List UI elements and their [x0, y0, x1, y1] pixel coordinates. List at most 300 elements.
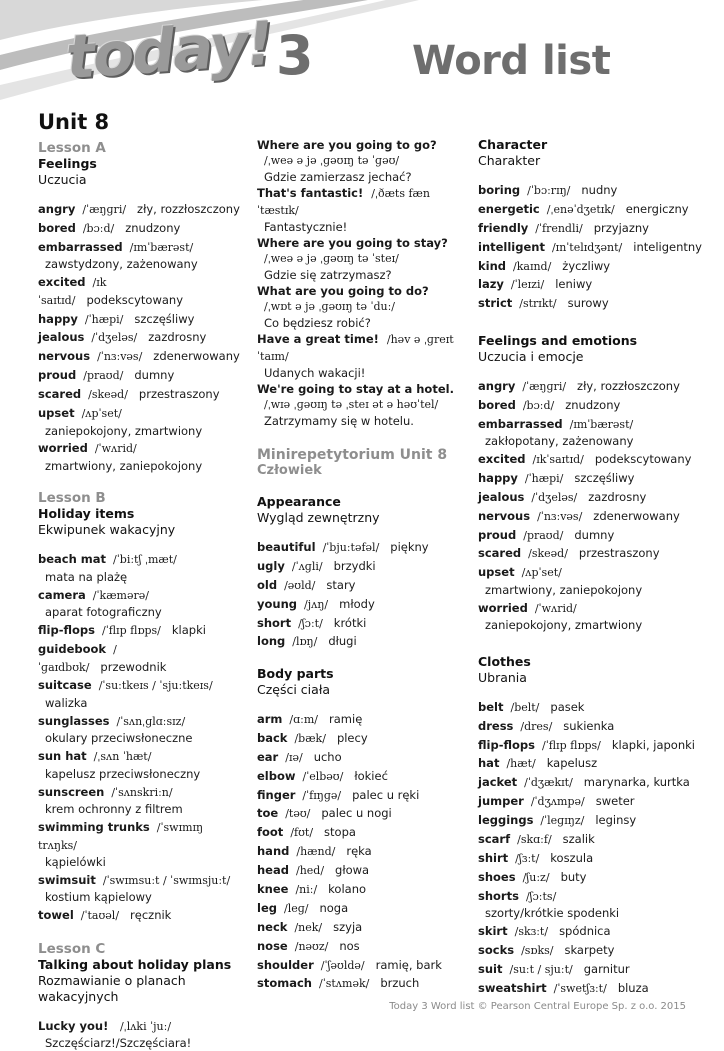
polish-translation: życzliwy: [562, 258, 611, 273]
polish-translation: plecy: [336, 730, 368, 745]
ipa-transcription: /ˌenəˈdʒetɪk/: [546, 202, 615, 216]
polish-translation: ramię, bark: [375, 957, 442, 972]
column-2: [257, 137, 467, 994]
polish-translation: ramię: [329, 711, 363, 726]
polish-translation: zdenerwowany: [593, 508, 680, 523]
word-entry: [38, 386, 243, 404]
word-entry: [38, 329, 243, 347]
word-entry: [478, 470, 703, 488]
ipa-transcription: /lɒŋ/: [292, 635, 318, 649]
english-word: happy: [38, 311, 78, 326]
ipa-transcription: /jʌŋ/: [304, 597, 329, 611]
polish-translation: kąpielówki: [45, 855, 106, 870]
english-word: jealous: [38, 330, 85, 345]
english-word: scared: [478, 546, 522, 561]
body-parts-translation: Części ciała: [257, 681, 331, 697]
phrase-text: Where are you going to go?: [257, 138, 437, 152]
polish-translation: brzydki: [333, 558, 376, 573]
english-word: excited: [38, 275, 86, 290]
polish-translation: nos: [339, 938, 360, 953]
word-entry: [257, 975, 467, 993]
phrase-ipa: /ˌðæts fænˈtæstɪk/: [257, 187, 430, 217]
polish-translation: zły, rozzłoszczony: [137, 202, 240, 216]
ipa-transcription: /nek/: [294, 920, 323, 934]
polish-translation: kapelusz przeciwsłoneczny: [45, 766, 201, 781]
word-entry: [478, 755, 703, 773]
english-word: sunscreen: [38, 784, 105, 799]
ipa-transcription: /ˈæŋɡri/: [522, 379, 567, 393]
phrase-entry: [257, 331, 467, 381]
polish-translation: leginsy: [595, 813, 637, 828]
ipa-transcription: /ˈswɪmsuːt / ˈswɪmsjuːt/: [102, 873, 231, 887]
word-entry: [257, 596, 467, 614]
polish-translation: szalik: [562, 831, 595, 846]
phrase-entry: [257, 137, 467, 185]
ipa-transcription: /strɪkt/: [519, 297, 557, 311]
ipa-transcription: /sɒks/: [521, 943, 554, 957]
phrase-ipa: /ˌlʌki ˈjuː/: [119, 1019, 172, 1033]
ipa-transcription: /niː/: [295, 882, 318, 896]
polish-translation: kostium kąpielowy: [45, 890, 152, 905]
ipa-transcription: /ˈhæpi/: [84, 312, 124, 326]
english-word: skirt: [478, 924, 508, 939]
polish-translation: łokieć: [354, 768, 388, 783]
lesson-a-word-list: [38, 201, 243, 474]
english-word: proud: [478, 527, 517, 542]
polish-translation: noga: [319, 900, 349, 915]
english-word: angry: [478, 378, 516, 393]
word-entry: [257, 615, 467, 633]
polish-translation: koszula: [550, 850, 594, 865]
polish-translation: ręcznik: [130, 908, 172, 923]
word-entry: [257, 749, 467, 767]
word-entry: [478, 258, 703, 276]
polish-translation: pasek: [550, 699, 585, 714]
english-word: upset: [478, 565, 515, 580]
ipa-transcription: /bɔːd/: [82, 221, 115, 235]
phrase-text: That's fantastic!: [257, 186, 364, 200]
polish-translation: palec u nogi: [321, 806, 392, 821]
english-word: jumper: [478, 794, 524, 809]
word-entry: [38, 819, 243, 871]
english-word: arm: [257, 711, 283, 726]
ipa-transcription: /ʌpˈset/: [521, 566, 562, 580]
phrase-translation: Fantastycznie!: [264, 220, 348, 234]
english-word: beach mat: [38, 552, 107, 567]
ipa-transcription: /hænd/: [296, 845, 336, 859]
clothes-translation: Ubrania: [478, 669, 527, 685]
english-word: proud: [38, 368, 77, 383]
lesson-b-word-list: [38, 551, 243, 924]
word-entry: [257, 730, 467, 748]
word-entry: [38, 587, 243, 621]
word-entry: [478, 378, 703, 396]
english-word: sunglasses: [38, 713, 110, 728]
english-word: hand: [257, 844, 290, 859]
word-entry: [478, 564, 703, 598]
word-entry: [257, 768, 467, 786]
word-entry: [478, 737, 703, 755]
ipa-transcription: /ˈdʒeləs/: [531, 490, 578, 504]
unit-title: Unit 8: [38, 110, 110, 134]
word-entry: [478, 831, 703, 849]
english-word: ugly: [257, 558, 285, 573]
lesson-a-label: Lesson A: [38, 140, 106, 156]
body-parts-title: Body parts: [257, 665, 334, 681]
polish-translation: klapki: [171, 623, 206, 638]
english-word: worried: [38, 441, 88, 456]
phrase-text: We're going to stay at a hotel.: [257, 382, 454, 396]
english-word: embarrassed: [478, 416, 563, 431]
english-word: excited: [478, 452, 526, 467]
english-word: shoes: [478, 869, 516, 884]
word-entry: [38, 367, 243, 385]
word-entry: [38, 622, 243, 640]
polish-translation: zdenerwowany: [153, 349, 240, 364]
polish-translation: dumny: [134, 368, 175, 383]
english-word: boring: [478, 183, 521, 197]
ipa-transcription: /ˈæŋɡri/: [82, 203, 127, 216]
polish-translation: ucho: [313, 749, 342, 764]
word-entry: [478, 850, 703, 868]
ipa-transcription: /kaɪnd/: [513, 259, 552, 273]
lesson-b-label: Lesson B: [38, 490, 106, 507]
word-entry: [478, 980, 703, 998]
body-parts-word-list: [257, 711, 467, 993]
polish-translation: sweter: [595, 794, 635, 809]
english-word: suit: [478, 961, 503, 976]
english-word: shoulder: [257, 957, 314, 972]
ipa-transcription: /ɪə/: [285, 750, 303, 764]
word-entry: [257, 881, 467, 899]
word-entry: [478, 489, 703, 507]
word-entry: [257, 843, 467, 861]
polish-translation: krótki: [333, 615, 367, 630]
ipa-transcription: /ˈsuːtkeɪs / ˈsjuːtkeɪs/: [98, 679, 213, 693]
polish-translation: zaniepokojony, zmartwiony: [485, 618, 643, 633]
english-word: towel: [38, 908, 74, 923]
feelings-word-list: [478, 378, 703, 634]
ipa-transcription: /əʊld/: [284, 578, 316, 592]
ipa-transcription: /ˈwʌrid/: [534, 601, 577, 615]
logo-text: today!: [63, 8, 275, 94]
appearance-translation: Wygląd zewnętrzny: [257, 510, 380, 525]
ipa-transcription: /ˈtaʊəl/: [80, 909, 120, 923]
feelings-translation: Uczucia i emocje: [478, 348, 584, 364]
ipa-transcription: /skɑːf/: [517, 832, 552, 846]
ipa-transcription: /ɪmˈbærəst/: [569, 417, 634, 431]
polish-translation: inteligentny: [633, 239, 702, 254]
ipa-transcription: /ˈdʒækɪt/: [524, 776, 573, 790]
english-word: knee: [257, 881, 289, 896]
english-word: young: [257, 596, 298, 611]
english-word: energetic: [478, 201, 540, 216]
word-entry: [257, 957, 467, 975]
ipa-transcription: /ˈswɪmɪŋ trʌŋks/: [38, 821, 204, 852]
word-entry: [38, 641, 243, 676]
word-entry: [478, 295, 703, 313]
polish-translation: przewodnik: [100, 659, 167, 674]
polish-translation: podekscytowany: [594, 452, 692, 467]
ipa-transcription: /ˈʌɡli/: [291, 559, 323, 573]
phrase-translation: Zatrzymamy się w hotelu.: [264, 414, 414, 428]
polish-translation: energiczny: [625, 201, 689, 216]
english-word: neck: [257, 919, 288, 934]
word-entry: [478, 888, 703, 922]
phrase-ipa: /ˌwɪə ˌɡəʊɪŋ tə ˌsteɪ ət ə həʊˈtel/: [264, 398, 439, 411]
word-entry: [38, 405, 243, 439]
english-word: jacket: [478, 775, 518, 790]
polish-translation: krem ochronny z filtrem: [45, 802, 183, 817]
word-entry: [257, 938, 467, 956]
column-3: [478, 137, 703, 999]
ipa-transcription: /ʃuːz/: [522, 870, 550, 884]
ipa-transcription: /ˈbiːtʃ ˌmæt/: [113, 553, 177, 567]
phrase-text: Lucky you!: [38, 1018, 109, 1033]
english-word: short: [257, 615, 292, 630]
word-entry: [38, 348, 243, 366]
word-entry: [478, 527, 703, 545]
character-title: Character: [478, 137, 548, 152]
english-word: back: [257, 730, 288, 745]
word-entry: [257, 805, 467, 823]
ipa-transcription: /ˈflɪp flɒps/: [541, 738, 601, 752]
ipa-transcription: /təʊ/: [285, 807, 311, 821]
polish-translation: stary: [326, 577, 356, 592]
word-entry: [478, 718, 703, 736]
polish-translation: walizka: [45, 695, 88, 710]
polish-translation: ręka: [346, 844, 372, 859]
english-word: belt: [478, 699, 504, 714]
phrase-text: Have a great time!: [257, 332, 379, 346]
polish-translation: przyjazny: [593, 220, 649, 235]
word-entry: [257, 919, 467, 937]
english-word: scared: [38, 387, 82, 402]
english-word: toe: [257, 806, 279, 821]
word-entry: [257, 900, 467, 918]
page-title: Word list: [412, 38, 611, 84]
ipa-transcription: /ˈsʌnˌɡlɑːsɪz/: [116, 714, 186, 728]
phrase-ipa: /ˌweə ə jə ˌɡəʊɪŋ tə ˈɡəʊ/: [264, 154, 400, 167]
polish-translation: kapelusz: [546, 756, 598, 771]
ipa-transcription: /ˈdʒeləs/: [91, 331, 138, 345]
word-entry: [478, 182, 703, 200]
polish-translation: znudzony: [125, 220, 181, 235]
phrase-translation: Gdzie zamierzasz jechać?: [264, 170, 412, 184]
word-entry: [257, 824, 467, 842]
ipa-transcription: /skeəd/: [528, 547, 568, 561]
ipa-transcription: /ʃɔːts/: [525, 889, 557, 903]
brand-logo: [63, 8, 275, 94]
ipa-transcription: /skɜːt/: [514, 925, 549, 939]
minirep-label: Minirepetytorium Unit 8: [257, 447, 448, 463]
english-word: dress: [478, 718, 514, 733]
word-entry: [38, 677, 243, 711]
column-1: [38, 110, 243, 1051]
english-word: sweatshirt: [478, 980, 547, 995]
word-entry: [257, 862, 467, 880]
english-word: ear: [257, 749, 279, 764]
word-entry: [478, 869, 703, 887]
polish-translation: szczęśliwy: [574, 470, 635, 485]
word-entry: [478, 545, 703, 563]
phrase-ipa: /həv ə ˌɡreɪt ˈtaɪm/: [257, 333, 454, 363]
phrase-translation: Gdzie się zatrzymasz?: [264, 268, 392, 282]
word-entry: [478, 774, 703, 792]
english-word: swimming trunks: [38, 820, 150, 835]
ipa-transcription: /ˈstʌmək/: [319, 977, 370, 991]
ipa-transcription: /ˈdʒʌmpə/: [530, 795, 585, 809]
english-word: bored: [478, 397, 516, 412]
polish-translation: szorty/krótkie spodenki: [485, 906, 620, 921]
ipa-transcription: /ˈhæpi/: [524, 471, 564, 485]
polish-translation: kolano: [328, 881, 367, 896]
word-entry: [478, 942, 703, 960]
word-entry: [38, 907, 243, 925]
english-word: shorts: [478, 888, 519, 903]
ipa-transcription: /belt/: [510, 700, 540, 714]
polish-translation: szyja: [333, 919, 363, 934]
phrase-entry: [257, 283, 467, 331]
english-word: embarrassed: [38, 239, 123, 254]
ipa-transcription: /ˈnɜːvəs/: [537, 509, 583, 523]
polish-translation: zmartwiony, zaniepokojony: [485, 582, 643, 597]
word-entry: [257, 711, 467, 729]
english-word: old: [257, 577, 278, 592]
english-word: guidebook: [38, 642, 107, 657]
word-entry: [38, 311, 243, 329]
english-word: flip-flops: [38, 623, 95, 638]
lesson-c-translation-2: wakacyjnych: [38, 988, 119, 1004]
polish-translation: marynarka, kurtka: [583, 775, 690, 790]
ipa-transcription: /ʌpˈset/: [81, 407, 122, 421]
lesson-c-label: Lesson C: [38, 940, 106, 957]
polish-translation: piękny: [390, 540, 429, 554]
character-translation: Charakter: [478, 153, 541, 168]
word-entry: [478, 812, 703, 830]
ipa-transcription: /ɪmˈbærəst/: [129, 240, 194, 254]
english-word: suitcase: [38, 678, 92, 693]
polish-translation: sukienka: [563, 718, 615, 733]
polish-translation: mata na plażę: [45, 569, 128, 584]
english-word: friendly: [478, 220, 529, 235]
polish-translation: bluza: [617, 980, 649, 995]
ipa-transcription: /ɪnˈtelɪdʒənt/: [551, 240, 623, 254]
ipa-transcription: /ˈbjuːtəfəl/: [322, 541, 380, 554]
word-entry: [478, 416, 703, 450]
polish-translation: surowy: [567, 296, 609, 311]
word-entry: [38, 440, 243, 474]
lesson-c-translation-1: Rozmawianie o planach: [38, 972, 186, 988]
minirep-subtitle: Człowiek: [257, 463, 322, 478]
ipa-transcription: /ˈfɪŋɡə/: [302, 788, 342, 802]
english-word: camera: [38, 587, 86, 602]
lesson-b-translation: Ekwipunek wakacyjny: [38, 522, 176, 538]
word-entry: [38, 784, 243, 818]
ipa-transcription: /ˈswetʃɜːt/: [553, 981, 607, 995]
ipa-transcription: /praʊd/: [523, 528, 564, 542]
word-entry: [478, 508, 703, 526]
phrase-text: Where are you going to stay?: [257, 236, 448, 250]
polish-translation: buty: [560, 869, 587, 884]
word-entry: [478, 201, 703, 219]
polish-translation: znudzony: [565, 397, 621, 412]
phrase-translation: Udanych wakacji!: [264, 366, 366, 380]
polish-translation: zazdrosny: [588, 489, 647, 504]
word-entry: [478, 220, 703, 238]
english-word: finger: [257, 787, 296, 802]
english-word: lazy: [478, 277, 504, 292]
english-word: elbow: [257, 768, 296, 783]
word-entry: [38, 274, 243, 309]
ipa-transcription: /ˌsʌn ˈhæt/: [93, 750, 152, 764]
footer-copyright: Today 3 Word list © Pearson Central Europe Sp. z o.o. 2015: [389, 1001, 686, 1012]
ipa-transcription: /ˈsʌnskriːn/: [111, 785, 173, 799]
word-entry: [38, 872, 243, 906]
english-word: leggings: [478, 813, 534, 828]
english-word: long: [257, 634, 286, 649]
polish-translation: garnitur: [583, 961, 630, 976]
ipa-transcription: /ʃɔːt/: [298, 616, 323, 630]
ipa-transcription: /ˈʃəʊldə/: [320, 958, 365, 972]
english-word: nose: [257, 938, 288, 953]
ipa-transcription: /ˈwʌrid/: [94, 442, 137, 456]
clothes-title: Clothes: [478, 653, 531, 669]
polish-translation: zmartwiony, zaniepokojony: [45, 458, 203, 473]
english-word: sun hat: [38, 749, 87, 764]
ipa-transcription: /ɪkˈsaɪtɪd/: [532, 453, 584, 467]
polish-translation: przestraszony: [138, 387, 220, 402]
phrase-lucky-you: [38, 1018, 243, 1051]
polish-translation: stopa: [324, 825, 356, 840]
english-word: hat: [478, 756, 500, 771]
phrase-entry: [257, 235, 467, 283]
word-entry: [478, 451, 703, 469]
phrase-ipa: /ˌwɒt ə jə ˌɡəʊɪŋ tə ˈduː/: [264, 300, 396, 313]
word-entry: [38, 551, 243, 585]
word-entry: [478, 923, 703, 941]
ipa-transcription: /skeəd/: [88, 388, 128, 402]
clothes-word-list: [478, 699, 703, 997]
lesson-c-title: Talking about holiday plans: [38, 956, 232, 972]
feelings-title: Feelings and emotions: [478, 332, 638, 348]
polish-translation: zazdrosny: [148, 330, 207, 345]
phrase-translation: Szczęściarz!/Szczęściara!: [45, 1035, 192, 1050]
ipa-transcription: /bæk/: [294, 731, 326, 745]
ipa-transcription: /ˈbɔːrɪŋ/: [527, 184, 571, 197]
polish-translation: zawstydzony, zażenowany: [45, 257, 198, 272]
ipa-transcription: /ɪkˈsaɪtɪd/: [38, 276, 107, 307]
phrase-entry: [257, 185, 467, 235]
english-word: leg: [257, 900, 277, 915]
polish-translation: palec u ręki: [352, 787, 420, 802]
english-word: bored: [38, 220, 76, 235]
polish-translation: spódnica: [559, 924, 611, 939]
phrase-translation: Co będziesz robić?: [264, 316, 371, 330]
english-word: scarf: [478, 831, 511, 846]
word-entry: [257, 539, 467, 557]
phrase-text: What are you going to do?: [257, 284, 429, 298]
polish-translation: aparat fotograficzny: [45, 605, 162, 620]
word-entry: [257, 577, 467, 595]
ipa-transcription: /ˈkæmərə/: [92, 588, 149, 602]
english-word: stomach: [257, 976, 312, 991]
polish-translation: podekscytowany: [86, 292, 184, 307]
polish-translation: zły, rozzłoszczony: [577, 378, 680, 393]
ipa-transcription: /hæt/: [506, 757, 536, 771]
appearance-word-list: [257, 539, 467, 651]
ipa-transcription: /fʊt/: [290, 826, 314, 840]
